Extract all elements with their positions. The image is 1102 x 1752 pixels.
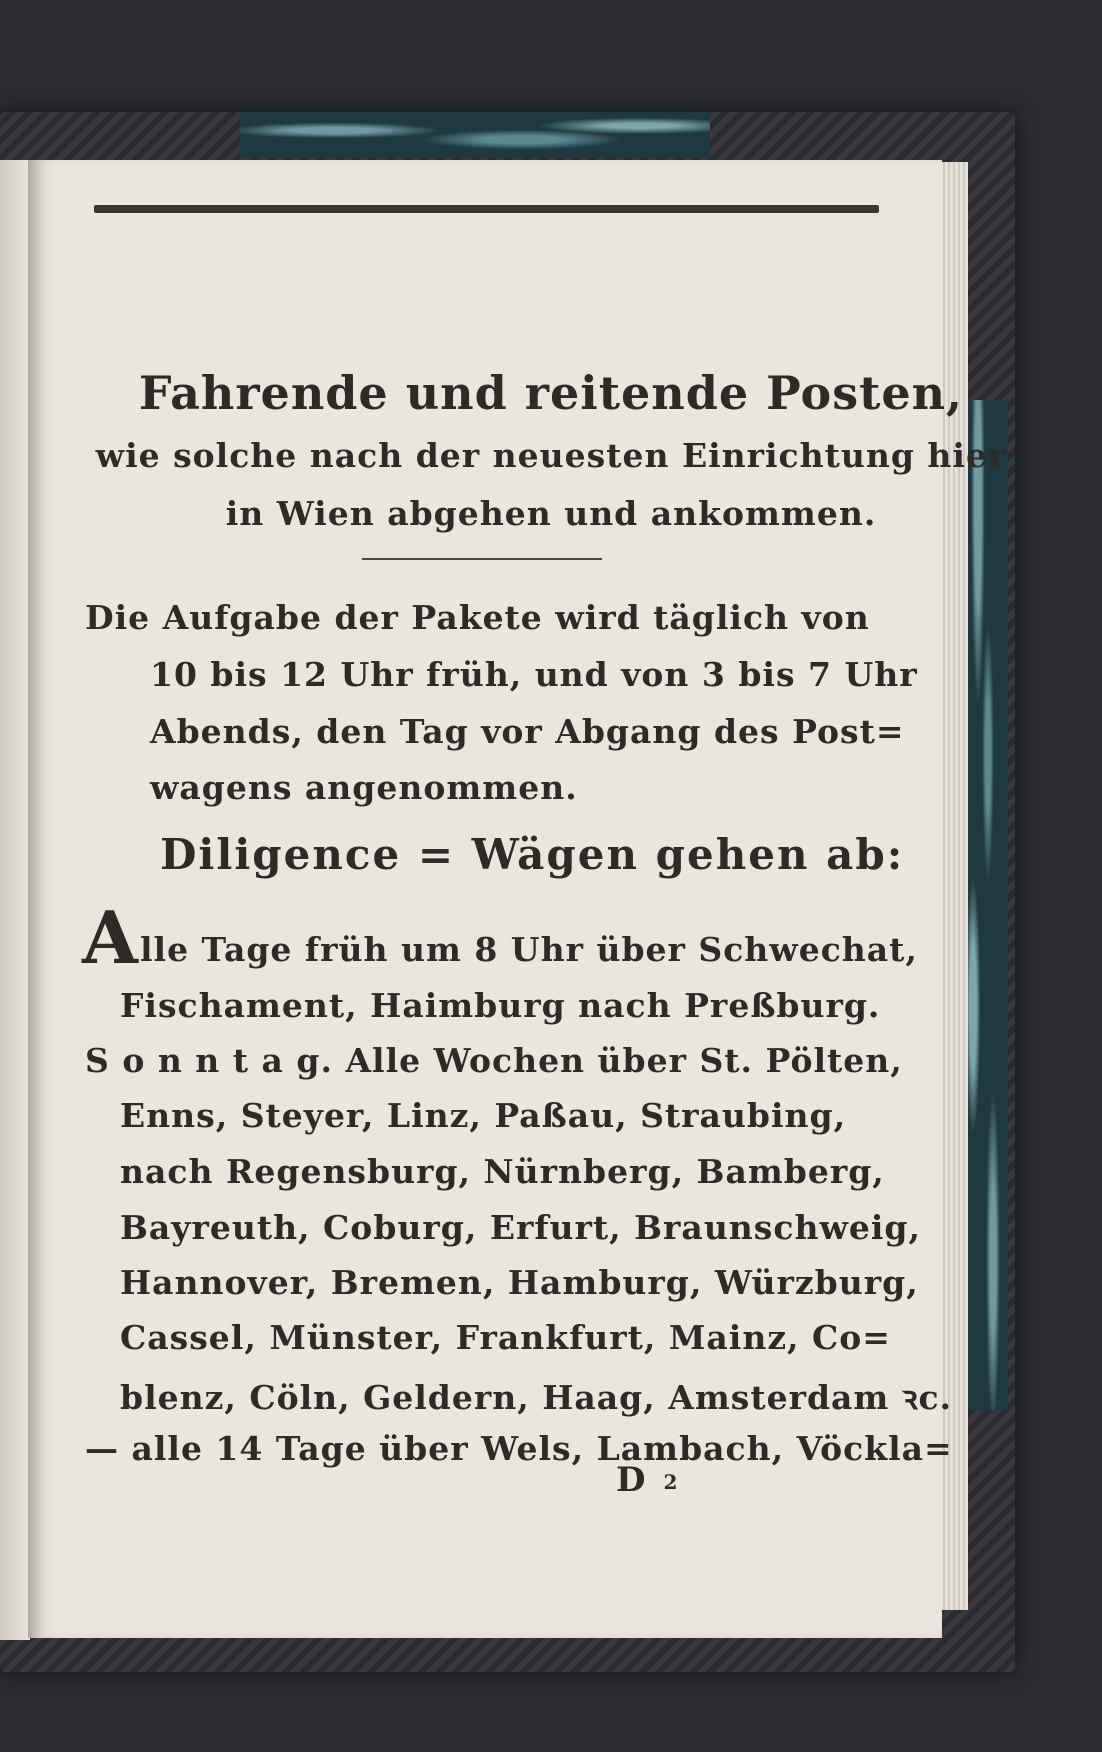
body-line: Bayreuth, Coburg, Erfurt, Braunschweig, <box>120 1208 921 1247</box>
body-line: Cassel, Münster, Frankfurt, Mainz, Co= <box>120 1318 891 1357</box>
body-line: Fischament, Haimburg nach Preßburg. <box>120 986 881 1025</box>
signature-letter: D <box>616 1460 646 1500</box>
page-title: Fahrende und reitende Posten, <box>138 366 964 420</box>
divider-rule <box>362 558 602 560</box>
intro-line: 10 bis 12 Uhr früh, und von 3 bis 7 Uhr <box>150 655 918 694</box>
intro-line: wagens angenommen. <box>150 768 578 807</box>
body-line: — alle 14 Tage über Wels, Lambach, Vöckla= <box>85 1429 953 1468</box>
body-line: lle Tage früh um 8 Uhr über Schwechat, <box>140 930 918 969</box>
body-line: S o n n t a g. Alle Wochen über St. Pölten, <box>85 1041 903 1080</box>
body-line: blenz, Cöln, Geldern, Haag, Amsterdam ꝛc. <box>120 1378 953 1417</box>
signature-number: 2 <box>663 1470 678 1494</box>
section-heading: Diligence = Wägen gehen ab: <box>160 830 905 879</box>
drop-initial: A <box>82 895 138 980</box>
body-line: Enns, Steyer, Linz, Paßau, Straubing, <box>120 1096 847 1135</box>
intro-line: Abends, den Tag vor Abgang des Post= <box>150 712 905 751</box>
subtitle-line-2: in Wien abgehen und ankommen. <box>225 494 877 533</box>
intro-line: Die Aufgabe der Pakete wird täglich von <box>85 598 870 637</box>
top-rule <box>94 205 879 213</box>
marbled-endpaper-top <box>240 112 710 158</box>
subtitle-line-1: wie solche nach der neuesten Einrichtung hier <box>95 436 1007 475</box>
body-line: nach Regensburg, Nürnberg, Bamberg, <box>120 1152 885 1191</box>
body-line: Hannover, Bremen, Hamburg, Würzburg, <box>120 1263 919 1302</box>
signature-mark <box>616 1460 677 1500</box>
